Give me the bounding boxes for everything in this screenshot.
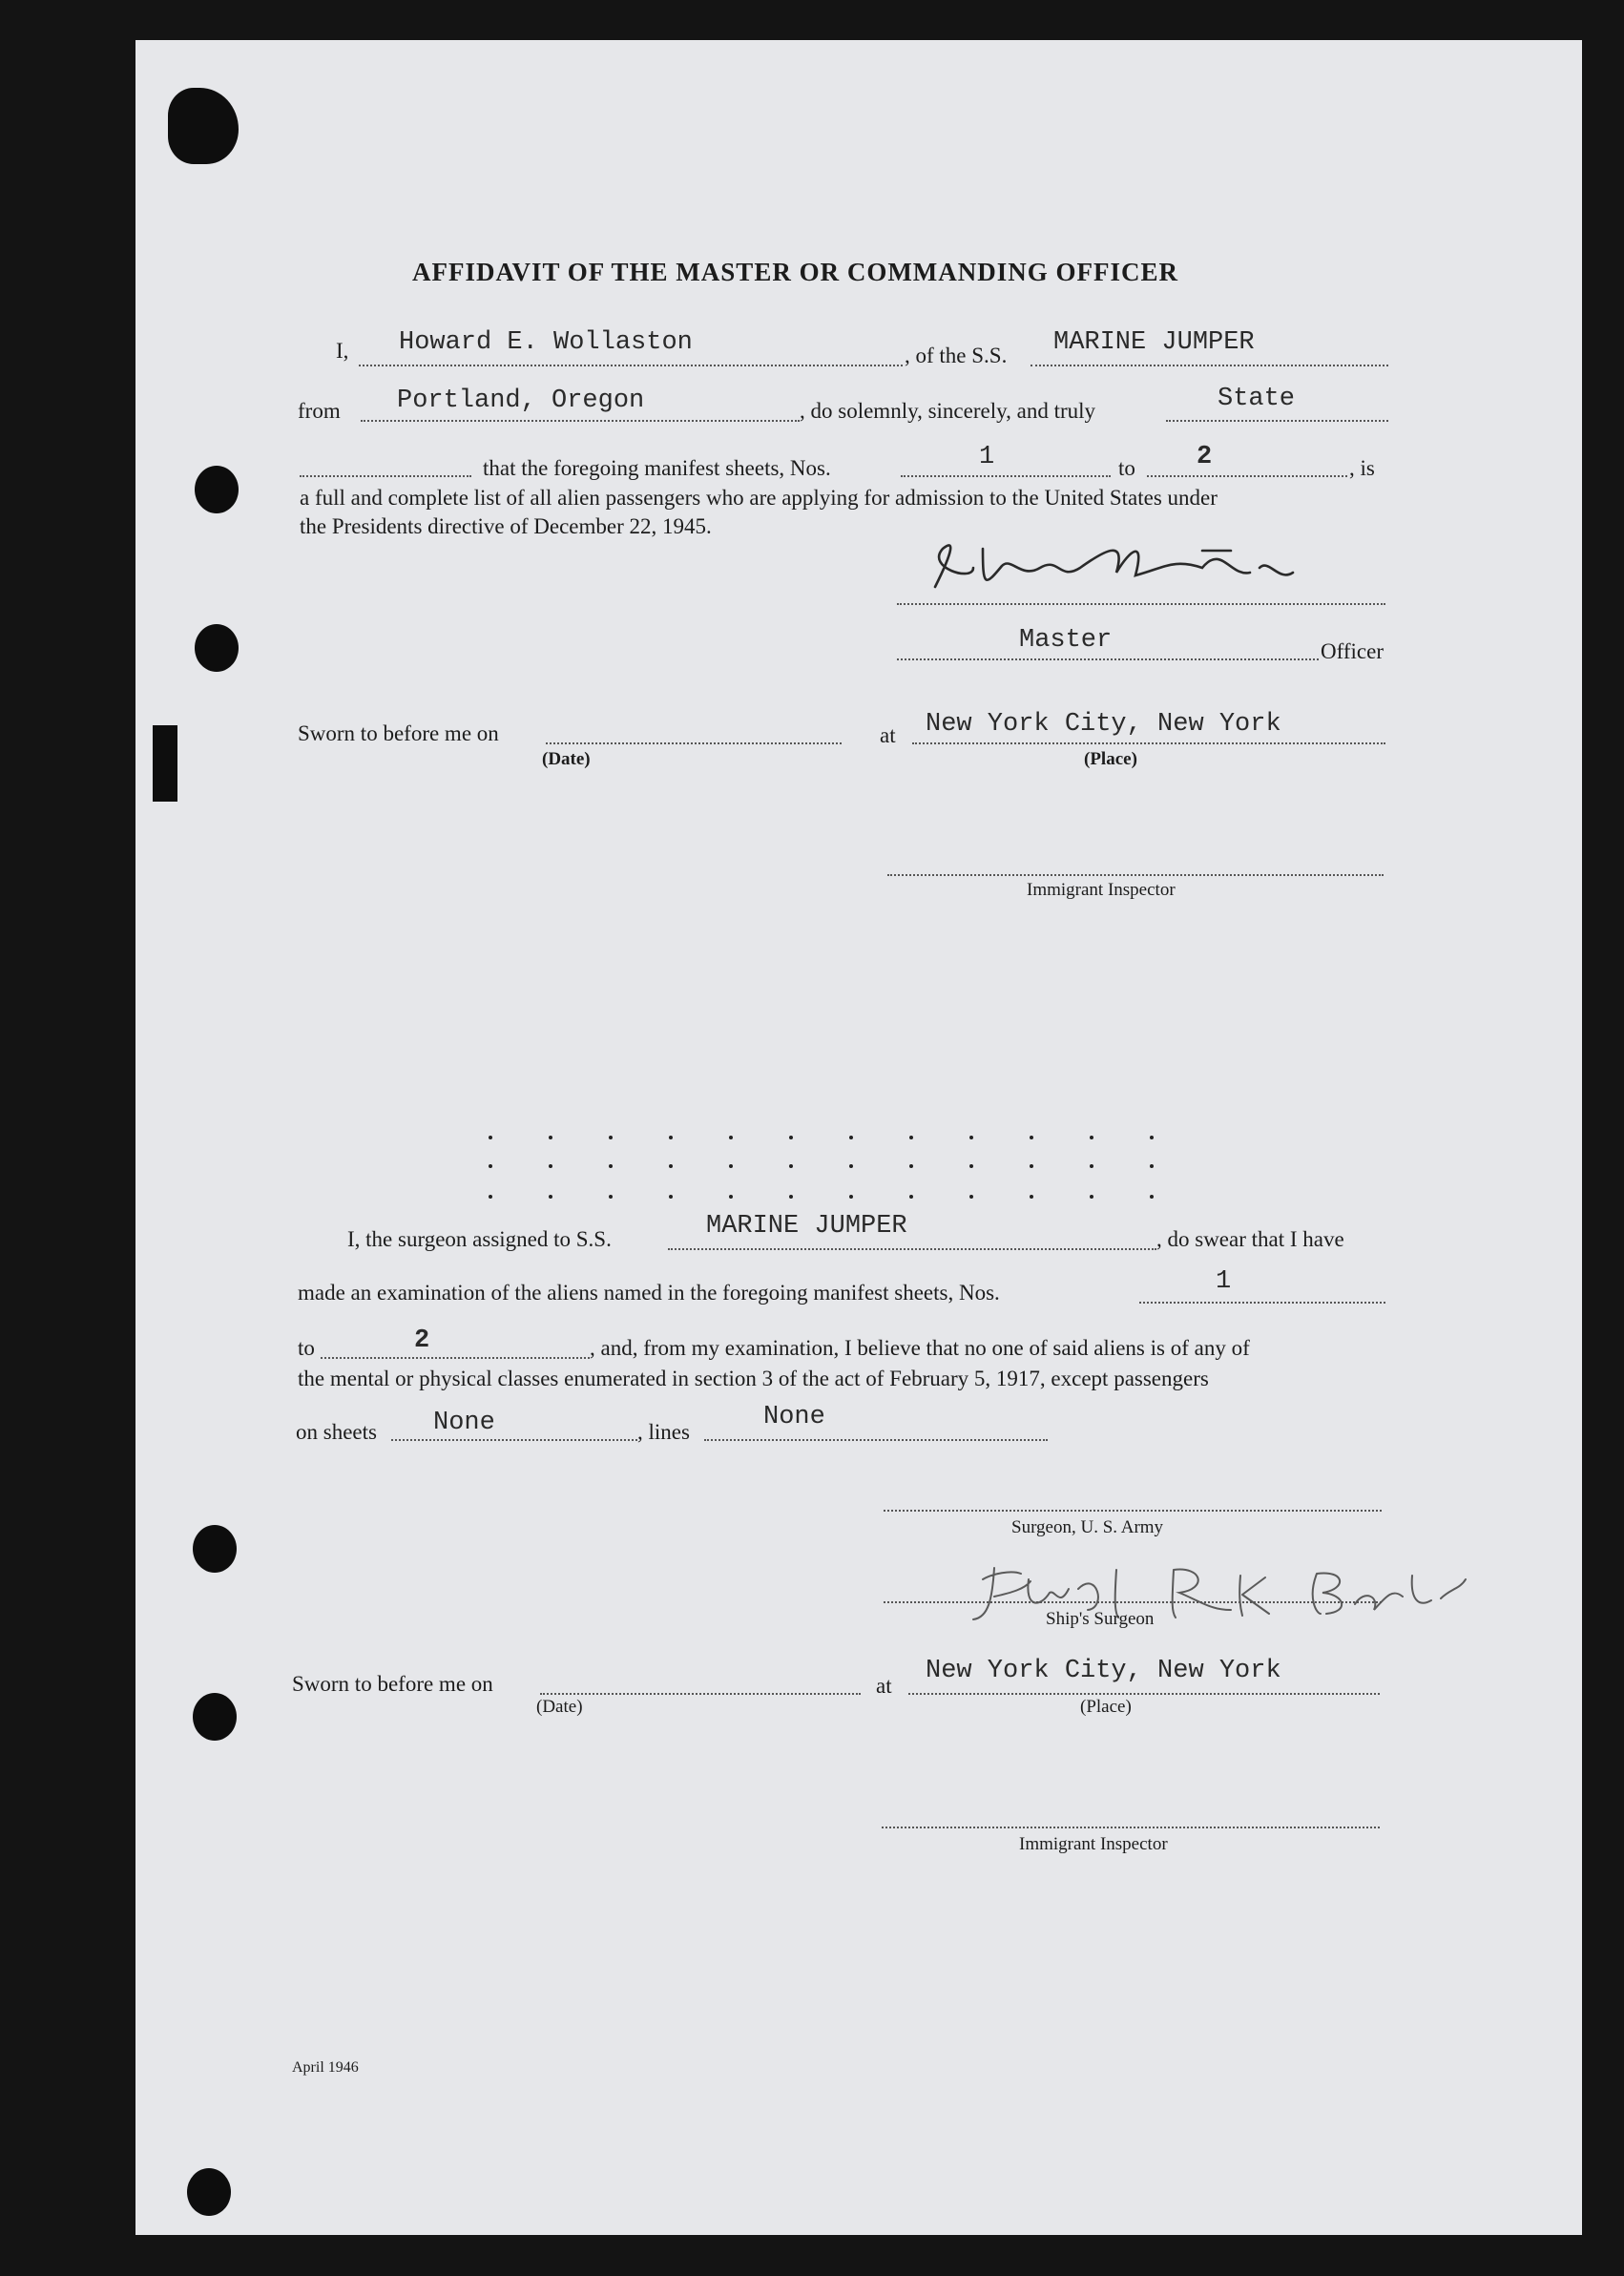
bleed-dot <box>669 1195 673 1199</box>
bleed-dot <box>1150 1136 1154 1139</box>
ship-name-field: MARINE JUMPER <box>1053 328 1255 357</box>
examination-line-4: the mental or physical classes enumerated in section 3 of the act of February 5, 1917, except passengers <box>298 1367 1209 1390</box>
date-caption: (Date) <box>542 749 591 769</box>
surgeon-inspector-label: Immigrant Inspector <box>1019 1834 1168 1854</box>
exam-sheet-to-line <box>321 1357 590 1359</box>
lines-line <box>704 1439 1048 1441</box>
torn-edge <box>153 725 177 802</box>
examination-text: made an examination of the aliens named in the foregoing manifest sheets, Nos. <box>298 1281 1000 1305</box>
bleed-dot <box>1150 1195 1154 1199</box>
bleed-dot <box>849 1164 853 1168</box>
sworn-label: Sworn to before me on <box>298 721 499 745</box>
officer-label: Officer <box>1321 639 1384 663</box>
master-intro: I, <box>336 339 349 363</box>
sworn-date-line <box>546 742 842 744</box>
exam-sheet-to-field: 2 <box>414 1326 430 1355</box>
bleed-dot <box>1090 1136 1093 1139</box>
rank-line <box>897 658 1319 660</box>
from-label: from <box>298 399 341 423</box>
surgeon-sworn-label: Sworn to before me on <box>292 1672 493 1696</box>
from-port-field: Portland, Oregon <box>397 386 645 415</box>
binder-hole <box>187 2168 231 2216</box>
bleed-dot <box>849 1195 853 1199</box>
binder-hole <box>195 466 239 513</box>
from-line <box>361 420 800 422</box>
on-sheets-label: on sheets <box>296 1420 377 1444</box>
bleed-dot <box>1030 1164 1033 1168</box>
bleed-dot <box>669 1164 673 1168</box>
bleed-dot <box>489 1164 492 1168</box>
binder-hole <box>195 624 239 672</box>
army-surgeon-line <box>884 1510 1382 1512</box>
bleed-dot <box>909 1136 913 1139</box>
surgeon-inspector-line <box>882 1827 1380 1828</box>
foregoing-text: that the foregoing manifest sheets, Nos. <box>483 456 831 480</box>
bleed-dot <box>549 1164 552 1168</box>
bleed-dot <box>729 1195 733 1199</box>
at-label: at <box>880 723 896 747</box>
surgeon-sworn-place-field: New York City, New York <box>926 1657 1281 1685</box>
bleed-dot <box>1150 1164 1154 1168</box>
is-text: , is <box>1349 456 1375 480</box>
bleed-dot <box>789 1195 793 1199</box>
bleed-dot <box>909 1195 913 1199</box>
bleed-dot <box>729 1136 733 1139</box>
on-sheets-field: None <box>433 1409 495 1437</box>
bleed-dot <box>669 1136 673 1139</box>
bleed-dot <box>789 1164 793 1168</box>
surgeon-date-caption: (Date) <box>536 1697 583 1717</box>
binder-hole <box>193 1693 237 1741</box>
bleed-dot <box>1090 1195 1093 1199</box>
sheet-from-field: 1 <box>979 443 995 471</box>
bleed-dot <box>969 1195 973 1199</box>
army-surgeon-label: Surgeon, U. S. Army <box>1011 1517 1164 1537</box>
bleed-dot <box>549 1195 552 1199</box>
ship-name-line <box>1031 365 1388 366</box>
surgeon-ship-line <box>668 1248 1156 1250</box>
bleed-dot <box>609 1136 613 1139</box>
to-label: to <box>1118 456 1135 480</box>
ships-surgeon-signature <box>954 1551 1469 1637</box>
of-ss-label: , of the S.S. <box>905 344 1008 367</box>
bleed-dot <box>909 1164 913 1168</box>
surgeon-ship-field: MARINE JUMPER <box>706 1212 907 1241</box>
bleed-dot <box>969 1164 973 1168</box>
binder-hole <box>193 1525 237 1573</box>
bleed-dot <box>1090 1164 1093 1168</box>
statement-line-2: a full and complete list of all alien passengers who are applying for admission to the United States under <box>300 486 1218 510</box>
bleed-dot <box>489 1195 492 1199</box>
inspector-signature-line <box>887 874 1384 876</box>
exam-sheet-from-field: 1 <box>1216 1267 1232 1296</box>
bleed-dot <box>1030 1136 1033 1139</box>
sheet-to-line <box>1147 475 1347 477</box>
sheet-to-field: 2 <box>1197 443 1213 471</box>
statement-line-3: the Presidents directive of December 22, 1945. <box>300 514 712 538</box>
exam-sheet-from-line <box>1139 1302 1385 1304</box>
signature-line <box>897 603 1385 605</box>
bleed-dot <box>849 1136 853 1139</box>
exam-to-label: to <box>298 1336 315 1360</box>
lines-field: None <box>763 1403 825 1431</box>
verb-line <box>1166 420 1388 422</box>
bleed-dot <box>969 1136 973 1139</box>
examination-line-3: , and, from my examination, I believe that no one of said aliens is of any of <box>590 1336 1250 1360</box>
surgeon-intro: I, the surgeon assigned to S.S. <box>347 1227 612 1251</box>
sworn-place-line <box>912 742 1385 744</box>
bleed-dot <box>609 1195 613 1199</box>
sworn-place-field: New York City, New York <box>926 710 1281 739</box>
bleed-dot <box>1030 1195 1033 1199</box>
lines-label: , lines <box>637 1420 690 1444</box>
bleed-dot <box>489 1136 492 1139</box>
surgeon-sworn-date-line <box>540 1693 861 1695</box>
master-name-line <box>359 365 903 366</box>
swear-text: , do swear that I have <box>1156 1227 1344 1251</box>
bleed-dot <box>549 1136 552 1139</box>
ships-surgeon-label: Ship's Surgeon <box>1046 1609 1155 1629</box>
document-page <box>135 40 1582 2235</box>
inspector-label: Immigrant Inspector <box>1027 880 1176 900</box>
bleed-dot <box>789 1136 793 1139</box>
surgeon-sworn-place-line <box>908 1693 1380 1695</box>
verb-field: State <box>1218 385 1296 413</box>
place-caption: (Place) <box>1084 749 1137 769</box>
solemnly-text: , do solemnly, sincerely, and truly <box>800 399 1096 423</box>
sheet-from-line <box>901 475 1111 477</box>
master-signature <box>916 530 1355 606</box>
prefix-line <box>300 475 471 477</box>
on-sheets-line <box>391 1439 637 1441</box>
rank-field: Master <box>1019 626 1113 655</box>
page-title: AFFIDAVIT OF THE MASTER OR COMMANDING OFFICER <box>412 258 1179 286</box>
bleed-dot <box>729 1164 733 1168</box>
ships-surgeon-line <box>884 1601 1382 1603</box>
surgeon-place-caption: (Place) <box>1080 1697 1132 1717</box>
surgeon-at-label: at <box>876 1674 892 1698</box>
master-name-field: Howard E. Wollaston <box>399 328 693 357</box>
form-date-footer: April 1946 <box>292 2059 359 2076</box>
bleed-dot <box>609 1164 613 1168</box>
